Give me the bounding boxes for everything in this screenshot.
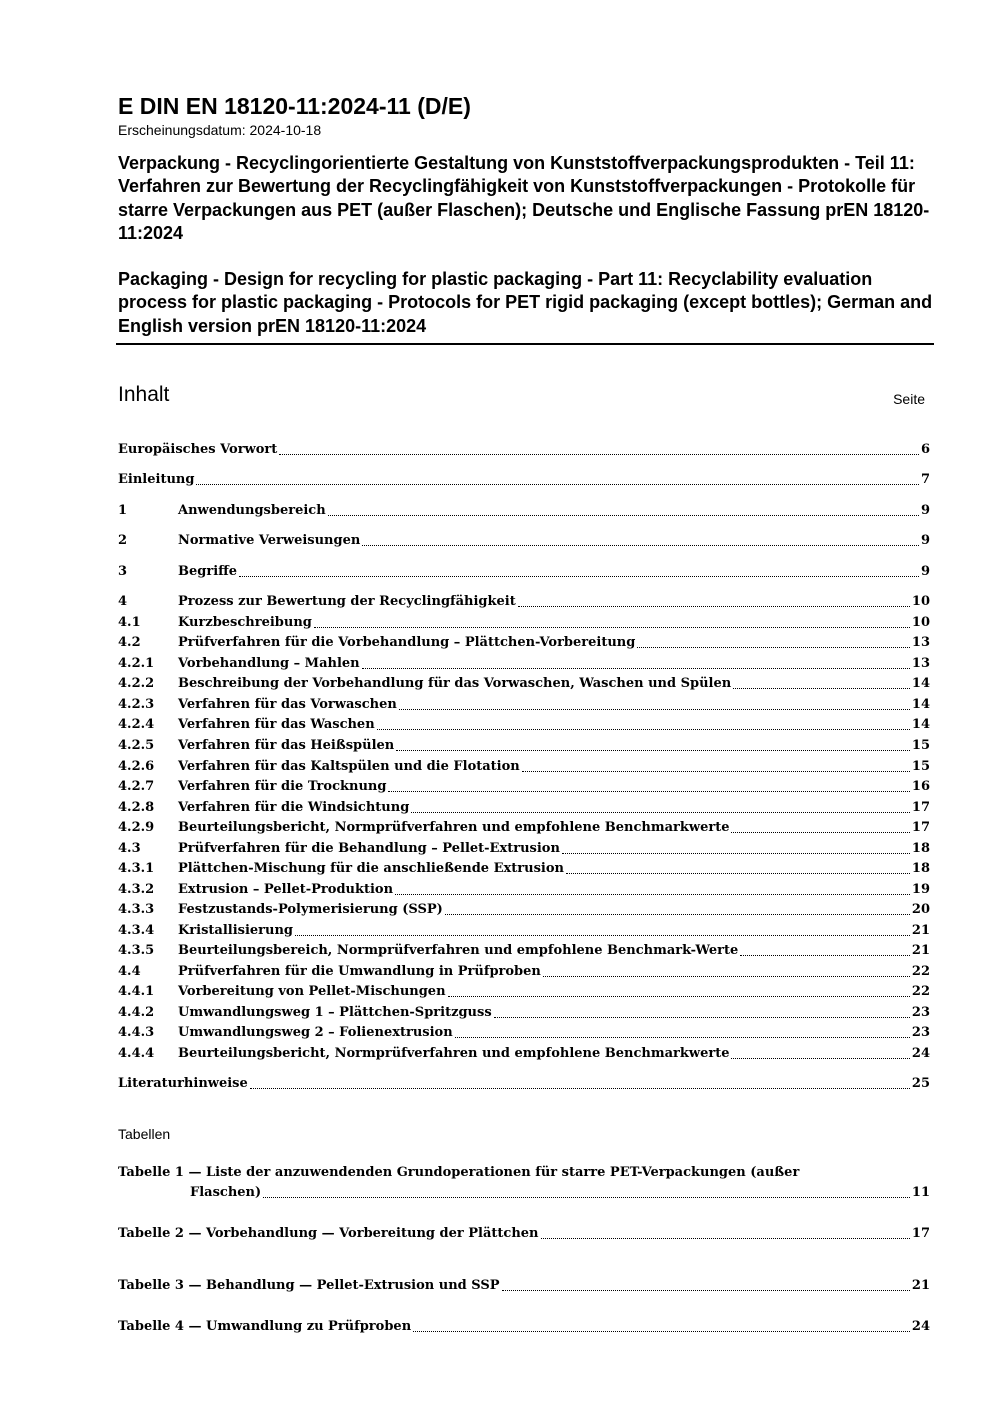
toc-entry[interactable] [118,922,930,940]
toc-leader [239,576,919,577]
toc-page: 9 [920,503,930,518]
toc-leader [445,914,910,915]
toc-number: 4.4.1 [118,984,155,999]
toc-entry[interactable] [118,675,930,693]
toc-leader [562,853,910,854]
toc-page: 21 [911,923,930,938]
toc-leader [362,545,919,546]
table-entry-label: Tabelle 1 — Liste der anzuwendenden Grundoperationen für starre PET-Verpackungen (außer [118,1165,800,1180]
toc-number: 2 [118,533,128,548]
table-entry-label: Tabelle 2 — Vorbehandlung — Vorbereitung der Plättchen [118,1226,539,1241]
title-english: Packaging - Design for recycling for plastic packaging - Part 11: Recyclability evaluation process for plastic packaging - Protocols for PET rigid packaging (except bottles); German and English version prEN 18120-11:2024 [118,269,933,336]
toc-number: 4.2.4 [118,717,155,732]
title-german: Verpackung - Recyclingorientierte Gestaltung von Kunststoffverpackungsprodukten - Teil 11: Verfahren zur Bewertung der Recyclingfähigkeit von Kunststoffverpackungen - Protokolle für starre Verpackungen aus PET (außer Flaschen); Deutsche und Englische Fassung prEN 18120-11:2024 [118,153,930,243]
toc-number: 4 [118,594,128,609]
table-entry-label: Tabelle 3 — Behandlung — Pellet-Extrusion und SSP [118,1278,500,1293]
toc-number: 4.3.1 [118,861,155,876]
toc-label: Umwandlungsweg 2 – Folienextrusion [178,1025,453,1040]
toc-page: 23 [911,1025,930,1040]
table-entry-label-continued: Flaschen) [190,1185,262,1200]
toc-entry[interactable] [118,901,930,919]
toc-page: 9 [920,533,930,548]
toc-entry[interactable] [118,963,930,981]
toc-label: Begriffe [178,564,238,579]
toc-leader [377,729,910,730]
toc-page: 17 [911,820,930,835]
toc-label: Vorbereitung von Pellet-Mischungen [178,984,446,999]
toc-page: 15 [911,738,930,753]
toc-label: Prüfverfahren für die Umwandlung in Prüfproben [178,964,541,979]
toc-leader [196,484,919,485]
table-entry[interactable] [118,1317,930,1337]
toc-number: 4.4 [118,964,141,979]
document-number: E DIN EN 18120-11:2024-11 (D/E) [118,93,471,119]
toc-leader [731,832,909,833]
toc-label: Prozess zur Bewertung der Recyclingfähigkeit [178,594,516,609]
toc-page: 16 [911,779,930,794]
toc-page: 10 [911,594,930,609]
toc-leader [455,1037,910,1038]
toc-page: 18 [911,841,930,856]
toc-leader [518,606,910,607]
tables-heading: Tabellen [118,1126,171,1142]
toc-leader [566,873,910,874]
table-entry-leader [502,1290,910,1291]
toc-leader [279,454,919,455]
toc-number: 4.2.8 [118,800,155,815]
toc-leader [328,515,919,516]
table-entry-label: Tabelle 4 — Umwandlung zu Prüfproben [118,1319,412,1334]
toc-leader [740,955,910,956]
toc-label: Beurteilungsbericht, Normprüfverfahren und empfohlene Benchmarkwerte [178,1046,730,1061]
toc-leader [494,1017,910,1018]
toc-leader [411,812,910,813]
toc-number: 4.4.4 [118,1046,155,1061]
toc-label: Verfahren für das Kaltspülen und die Flotation [178,759,520,774]
table-entry[interactable] [118,1276,930,1296]
toc-number: 4.3.5 [118,943,155,958]
toc-label: Prüfverfahren für die Behandlung – Pellet-Extrusion [178,841,560,856]
toc-page: 14 [911,697,930,712]
toc-leader [448,996,910,997]
toc-page: 6 [920,442,930,457]
table-entry-page: 11 [911,1185,930,1200]
toc-leader [637,647,910,648]
toc-entry[interactable] [118,441,930,459]
toc-leader [399,709,910,710]
header-divider [116,343,934,345]
toc-page: 21 [911,943,930,958]
toc-page: 23 [911,1005,930,1020]
publication-date: Erscheinungsdatum: 2024-10-18 [118,122,322,138]
toc-label: Beurteilungsbereich, Normprüfverfahren und empfohlene Benchmark-Werte [178,943,739,958]
toc-entry[interactable] [118,634,930,652]
toc-leader [250,1088,910,1089]
toc-number: 3 [118,564,128,579]
toc-entry[interactable] [118,1045,930,1063]
toc-page: 24 [911,1046,930,1061]
toc-label: Kristallisierung [178,923,294,938]
toc-entry[interactable] [118,1075,930,1093]
toc-number: 4.3.2 [118,882,155,897]
toc-label: Literaturhinweise [118,1076,248,1091]
toc-entry[interactable] [118,655,930,673]
toc-number: 4.3.4 [118,923,155,938]
toc-page: 18 [911,861,930,876]
toc-label: Verfahren für die Windsichtung [178,800,410,815]
toc-entry[interactable] [118,532,930,550]
toc-label: Festzustands-Polymerisierung (SSP) [178,902,443,917]
table-entry-page: 17 [911,1226,930,1241]
toc-entry[interactable] [118,819,930,837]
toc-page: 25 [911,1076,930,1091]
toc-page-heading: Seite [893,391,925,407]
table-entry-page: 21 [911,1278,930,1293]
toc-label: Extrusion – Pellet-Produktion [178,882,394,897]
document-header [118,92,934,338]
toc-label: Verfahren für das Vorwaschen [178,697,397,712]
toc-number: 4.2.5 [118,738,155,753]
toc-number: 4.2 [118,635,141,650]
table-entry-leader [263,1197,910,1198]
toc-label: Kurzbeschreibung [178,615,312,630]
table-entry-page: 24 [911,1319,930,1334]
toc-entry[interactable] [118,799,930,817]
toc-page: 7 [920,472,930,487]
toc-number: 4.2.6 [118,759,155,774]
toc-label: Normative Verweisungen [178,533,361,548]
toc-page: 14 [911,676,930,691]
toc-label: Einleitung [118,472,195,487]
toc-page: 14 [911,717,930,732]
toc-label: Verfahren für das Heißspülen [178,738,395,753]
toc-label: Beschreibung der Vorbehandlung für das Vorwaschen, Waschen und Spülen [178,676,732,691]
table-entry-leader [541,1238,910,1239]
toc-label: Verfahren für die Trocknung [178,779,387,794]
toc-number: 4.2.2 [118,676,155,691]
toc-number: 4.2.1 [118,656,155,671]
table-entry[interactable] [118,1224,930,1244]
toc-number: 4.2.7 [118,779,155,794]
toc-page: 22 [911,984,930,999]
toc-entry[interactable] [118,860,930,878]
toc-number: 4.3 [118,841,141,856]
toc-leader [314,627,910,628]
toc-entry[interactable] [118,778,930,796]
table-entry-leader [413,1331,910,1332]
toc-entry[interactable] [118,696,930,714]
toc-page: 17 [911,800,930,815]
toc-label: Plättchen-Mischung für die anschließende Extrusion [178,861,564,876]
toc-leader [731,1058,909,1059]
toc-entry[interactable] [118,593,930,611]
toc-entry[interactable] [118,737,930,755]
toc-leader [362,668,910,669]
toc-label: Umwandlungsweg 1 – Plättchen-Spritzguss [178,1005,492,1020]
toc-label: Verfahren für das Waschen [178,717,375,732]
toc-number: 4.3.3 [118,902,155,917]
toc-entry[interactable] [118,1024,930,1042]
toc-number: 1 [118,503,128,518]
toc-entry[interactable] [118,881,930,899]
toc-page: 9 [920,564,930,579]
toc-entry[interactable] [118,563,930,581]
toc-entry[interactable] [118,1004,930,1022]
toc-entry[interactable] [118,614,930,632]
toc-number: 4.4.2 [118,1005,155,1020]
toc-entry[interactable] [118,983,930,1001]
toc-heading: Inhalt [118,383,170,406]
toc-page: 15 [911,759,930,774]
toc-leader [543,976,910,977]
toc-label: Prüfverfahren für die Vorbehandlung – Plättchen-Vorbereitung [178,635,636,650]
toc-page: 22 [911,964,930,979]
toc-leader [733,688,910,689]
toc-leader [295,935,910,936]
toc-leader [396,750,910,751]
toc-entry[interactable] [118,502,930,520]
toc-page: 13 [911,635,930,650]
toc-number: 4.1 [118,615,141,630]
toc-page: 19 [911,882,930,897]
toc-entry[interactable] [118,471,930,489]
toc-leader [388,791,909,792]
toc-leader [395,894,910,895]
toc-number: 4.2.3 [118,697,155,712]
toc-number: 4.4.3 [118,1025,155,1040]
toc-entry[interactable] [118,840,930,858]
toc-page: 10 [911,615,930,630]
toc-label: Europäisches Vorwort [118,442,278,457]
toc-label: Vorbehandlung – Mahlen [178,656,360,671]
toc-number: 4.2.9 [118,820,155,835]
toc-label: Anwendungsbereich [178,503,326,518]
table-entry[interactable] [118,1163,930,1203]
toc-leader [522,771,910,772]
toc-label: Beurteilungsbericht, Normprüfverfahren und empfohlene Benchmarkwerte [178,820,730,835]
toc-page: 20 [911,902,930,917]
toc-entry[interactable] [118,758,930,776]
toc-entry[interactable] [118,942,930,960]
toc-page: 13 [911,656,930,671]
toc-entry[interactable] [118,716,930,734]
